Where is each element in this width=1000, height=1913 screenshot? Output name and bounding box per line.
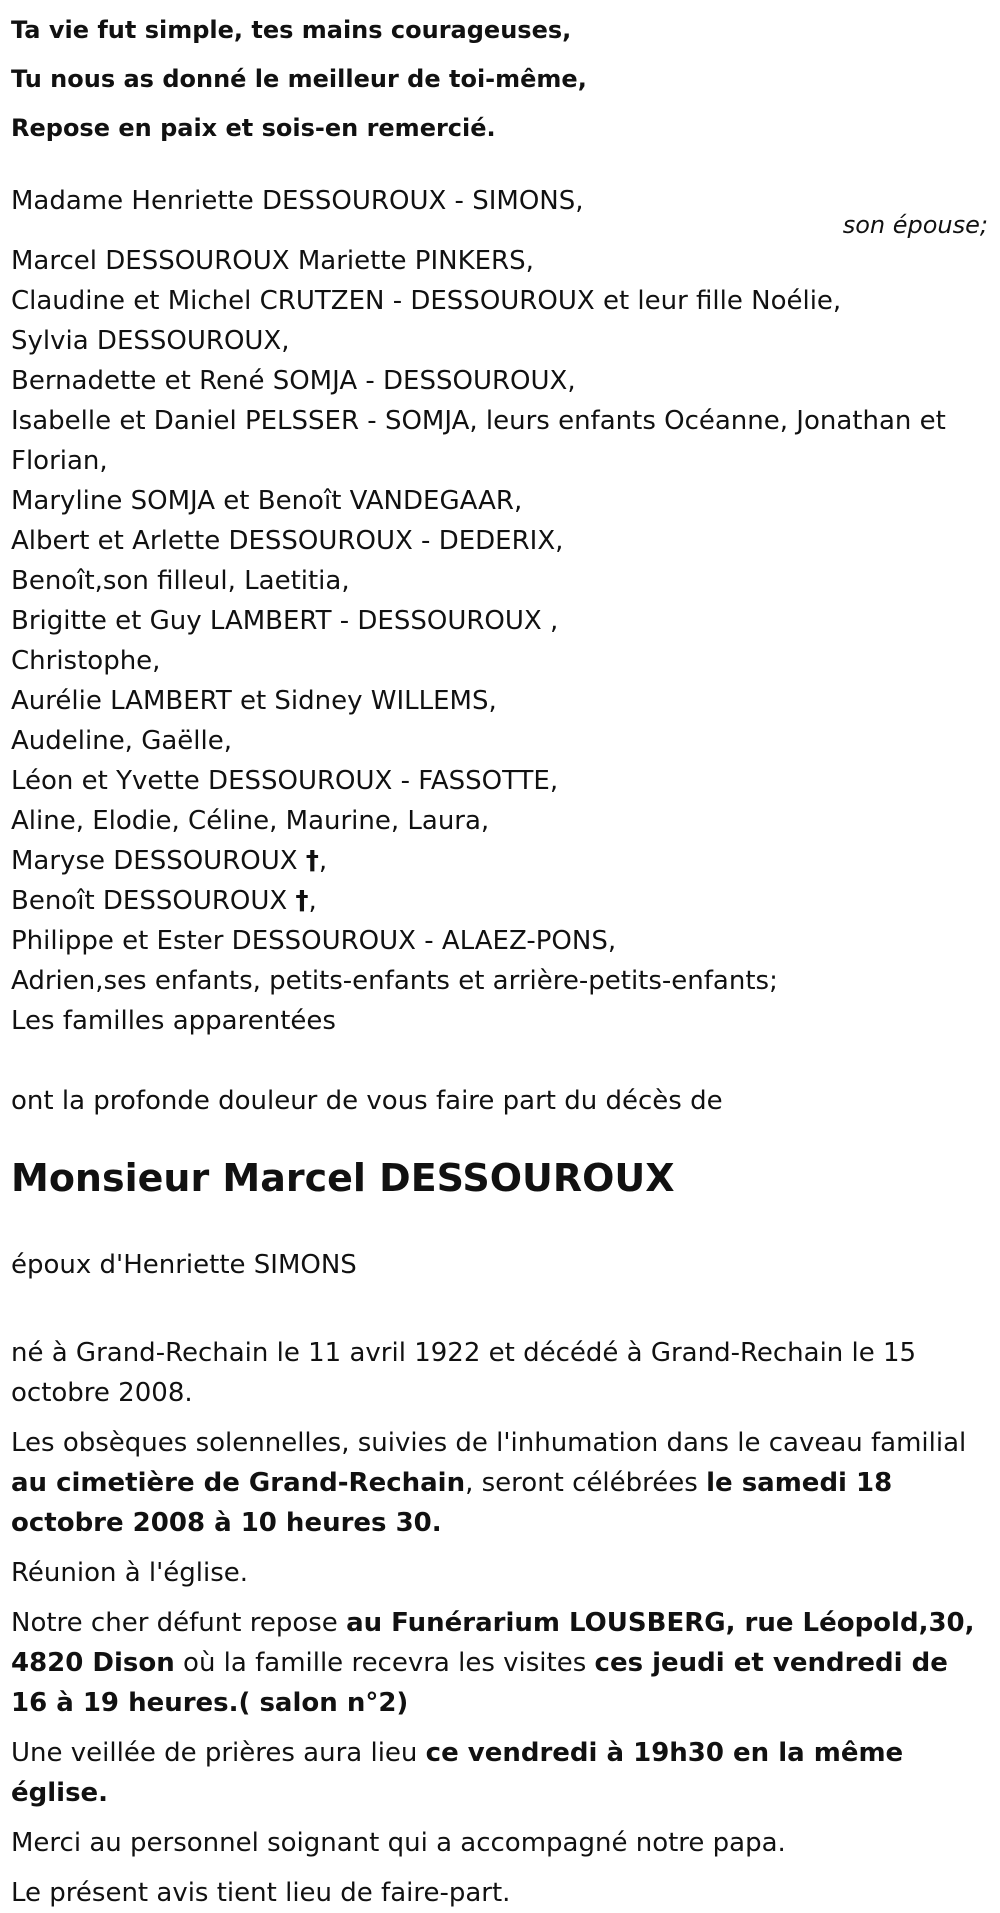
cross-icon: † [295,886,309,916]
poem-line: Ta vie fut simple, tes mains courageuses, [11,16,572,44]
rest-info [11,1603,986,1723]
deceased-relative [11,881,1000,921]
family-member: Audeline, Gaëlle, [11,726,232,756]
family-member: Brigitte et Guy LAMBERT - DESSOUROUX , [11,606,559,636]
poem [11,0,1000,153]
visit-hours: ces jeudi et vendredi de 16 à 19 heures.( salon n°2) [11,1648,948,1718]
vigil-info [11,1733,986,1813]
vigil-time: ce vendredi à 19h30 en la même église. [11,1738,904,1808]
family-member: Maryline SOMJA et Benoît VANDEGAAR, [11,486,523,516]
family-member: Les familles apparentées [11,1006,336,1036]
spouse-name: Madame Henriette DESSOUROUX - SIMONS, [11,186,584,216]
family-member: Aurélie LAMBERT et Sidney WILLEMS, [11,686,497,716]
funeral-date: le samedi 18 octobre 2008 à 10 heures 30. [11,1468,893,1538]
announcement: ont la profonde douleur de vous faire part du décès de [11,1086,723,1116]
vigil-text: Une veillée de prières aura lieu [11,1738,426,1768]
spouse-of: époux d'Henriette SIMONS [11,1250,357,1280]
relative-name: Benoît DESSOUROUX [11,886,296,916]
funeral-text: Les obsèques solennelles, suivies de l'inhumation dans le caveau familial [11,1428,967,1458]
deceased-relative [11,841,1000,881]
family-member: Bernadette et René SOMJA - DESSOUROUX, [11,366,576,396]
family-member: Christophe, [11,646,161,676]
family-member: Léon et Yvette DESSOUROUX - FASSOTTE, [11,766,559,796]
family-member: Isabelle et Daniel PELSSER - SOMJA, leurs enfants Océanne, Jonathan et Florian, [11,406,946,476]
relative-name: Maryse DESSOUROUX [11,846,306,876]
family-member: Philippe et Ester DESSOUROUX - ALAEZ-PONS, [11,926,617,956]
spouse-role: son épouse; [842,211,988,239]
family-member: Marcel DESSOUROUX Mariette PINKERS, [11,246,534,276]
poem-line: Repose en paix et sois-en remercié. [11,114,496,142]
relative-punct: , [308,886,317,916]
funeral-info [11,1423,986,1543]
deceased-name: Monsieur Marcel DESSOUROUX [11,1156,675,1200]
notice: Le présent avis tient lieu de faire-part. [11,1878,511,1908]
spouse-block [11,181,1000,241]
thanks: Merci au personnel soignant qui a accompagné notre papa. [11,1828,786,1858]
rest-text: où la famille recevra les visites [174,1648,595,1678]
family-list [11,241,1000,1041]
family-member: Adrien,ses enfants, petits-enfants et arrière-petits-enfants; [11,966,778,996]
family-member: Benoît,son filleul, Laetitia, [11,566,350,596]
funeral-home: au Funérarium LOUSBERG, rue Léopold,30, 4820 Dison [11,1608,975,1678]
funeral-text: , seront célébrées [465,1468,707,1498]
family-member: Claudine et Michel CRUTZEN - DESSOUROUX et leur fille Noélie, [11,286,842,316]
relative-punct: , [318,846,328,876]
reunion-info: Réunion à l'église. [11,1558,249,1588]
family-member: Sylvia DESSOUROUX, [11,326,290,356]
rest-text: Notre cher défunt repose [11,1608,347,1638]
funeral-place: au cimetière de Grand-Rechain [11,1468,466,1498]
cross-icon: † [305,846,319,876]
birth-death-info: né à Grand-Rechain le 11 avril 1922 et décédé à Grand-Rechain le 15 octobre 2008. [11,1338,917,1408]
family-member: Aline, Elodie, Céline, Maurine, Laura, [11,806,490,836]
poem-line: Tu nous as donné le meilleur de toi-même, [11,65,587,93]
family-member: Albert et Arlette DESSOUROUX - DEDERIX, [11,526,564,556]
